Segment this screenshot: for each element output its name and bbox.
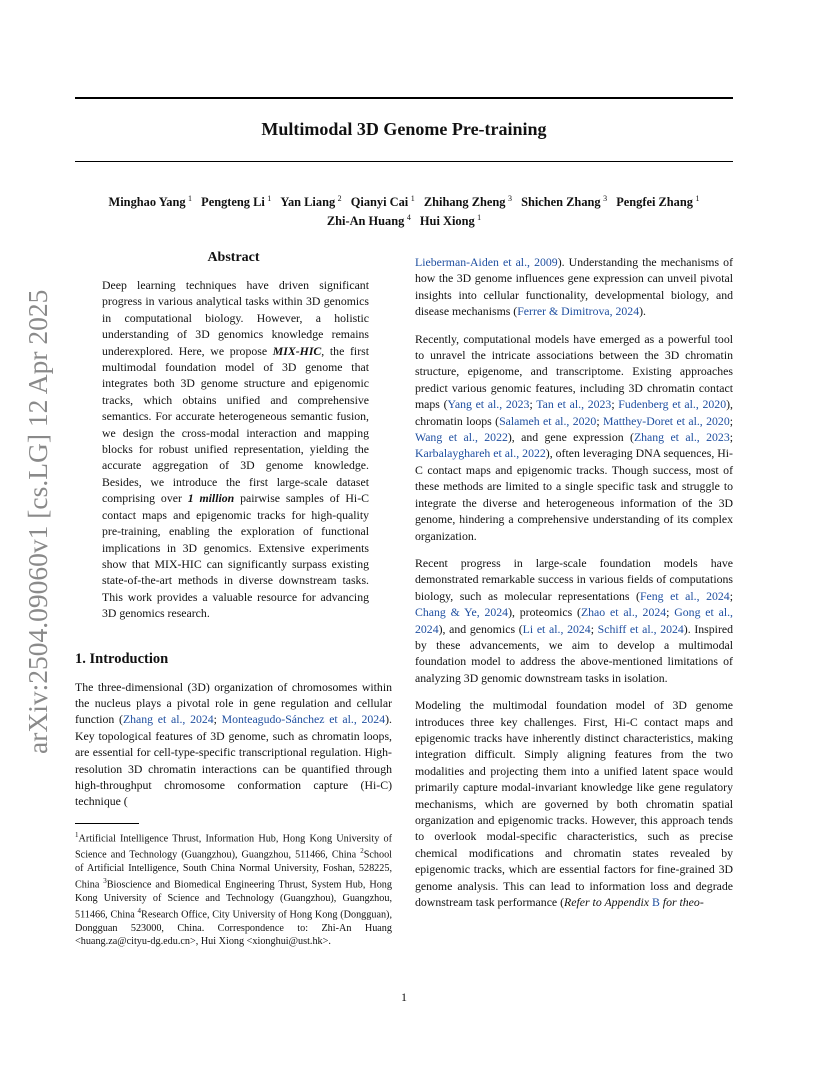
page-number: 1 <box>401 990 407 1004</box>
abstract-body: Deep learning techniques have driven significant progress in various analytical tasks within 3D genomics in computational biology. However, a holistic understanding of 3D genomics knowledge remains underexplored. Here, we propose MIX-HIC, the first multimodal foundation model of 3D genome that integrates both 3D genome structure and epigenomic tracks, which obtains unified and comprehensive semantics. For accurate heterogeneous semantic fusion, we design the cross-modal interaction and mapping blocks for robust unified representation, yielding the accurate aggregation of 3D genome knowledge. Besides, we introduce the first large-scale dataset comprising over 1 million pairwise samples of Hi-C contact maps and epigenomic tracks for high-quality pre-training, enabling the exploration of functional implications in 3D genomics. Extensive experiments show that MIX-HIC can significantly surpass existing state-of-the-art methods in diverse downstream tasks. This work provides a valuable resource for advancing 3D genomics research. <box>102 278 369 621</box>
author: Hui Xiong $^1$ <box>419 213 482 229</box>
intro-paragraph-1: The three-dimensional (3D) organization of chromosomes within the nucleus plays a pivotal role in gene regulation and cellular function (Zhang et al., 2024; Monteagudo-Sánchez et al., 2024). Key topological features of 3D genome, such as chromatin loops, are essential for cell-type-specific transcriptional regulation. High-resolution 3D chromatin interactions can be quantified through high-throughput chromosome conformation capture (Hi-C) technique ( <box>75 679 392 809</box>
author: Zhihang Zheng $^3$ <box>423 194 512 210</box>
citation-link[interactable]: Gong et al., 2024 <box>415 605 734 636</box>
citation-link[interactable]: Yang et al., 2023 <box>447 397 530 412</box>
citation-link[interactable]: Monteagudo-Sánchez et al., 2024 <box>221 712 386 727</box>
intro-paragraph-4: Modeling the multimodal foundation model of 3D genome introduces three key challenges. First, Hi-C contact maps and epigenomic tracks have inherently distinct characteristics, making integration difficult. Simply aligning features from the two modalities and projecting them into a unified latent space would primarily capture modal-invariant knowledge like gene regulatory mechanisms, which are governed by both chromatin spatial organization and epigenomic tracks. However, this approach tends to overlook modal-specific characteristics, such as precise chemical modifications and chromatin states revealed by epigenomic tracks, which are essential factors for fine-grained 3D genome analysis. This can lead to information loss and degrade downstream task performance (Refer to Appendix B for theo- <box>415 698 733 910</box>
author: Yan Liang $^2$ <box>280 194 342 210</box>
citation-link[interactable]: Ferrer & Dimitrova, 2024 <box>517 304 640 319</box>
author-list <box>75 191 733 229</box>
intro-paragraph-1-continued: Lieberman-Aiden et al., 2009). Understanding the mechanisms of how the 3D genome influences gene expression can unveil pivotal insights into cellular functionality, developmental biology, and disease mechanisms (Ferrer & Dimitrova, 2024). <box>415 255 733 319</box>
citation-link[interactable]: Schiff et al., 2024 <box>597 621 684 636</box>
citation-link[interactable]: Salameh et al., 2020 <box>499 413 597 428</box>
citation-link[interactable]: Zhang et al., 2023 <box>633 430 730 445</box>
dataset-size: 1 million <box>187 491 235 506</box>
citation-link[interactable]: Zhang et al., 2024 <box>122 712 214 727</box>
affiliations-footnote: $^1$Artificial Intelligence Thrust, Information Hub, Hong Kong University of Science and Technology (Guangzhou), Guangzhou, 511466, China $^2$School of Artificial Intelligence, South China Normal University, Foshan, 528225, China $^3$Bioscience and Biomedical Engineering Thrust, System Hub, Hong Kong University of Science and Technology (Guangzhou), Guangzhou, 511466, China $^4$Research Office, City University of Hong Kong (Dongguan), Dongguan 523000, China. Correspondence to: Zhi-An Huang <huang.za@cityu-dg.edu.cn>, Hui Xiong <xionghui@ust.hk>. <box>75 830 392 947</box>
citation-link[interactable]: Fudenberg et al., 2020 <box>618 397 727 412</box>
citation-link[interactable]: Matthey-Doret et al., 2020 <box>602 413 730 428</box>
citation-link[interactable]: Feng et al., 2024 <box>639 588 730 603</box>
paper-title: Multimodal 3D Genome Pre-training <box>261 119 547 139</box>
citation-link[interactable]: Tan et al., 2023 <box>536 397 612 412</box>
section-heading-introduction: 1. Introduction <box>75 650 169 667</box>
footnote-rule <box>75 823 139 824</box>
author: Pengfei Zhang $^1$ <box>616 194 700 210</box>
author: Zhi-An Huang $^4$ <box>326 213 411 229</box>
citation-link[interactable]: Karbalayghareh et al., 2022 <box>415 446 546 461</box>
citation-link[interactable]: Zhao et al., 2024 <box>580 605 667 620</box>
author: Minghao Yang $^1$ <box>108 194 193 210</box>
model-name: MIX-HIC <box>272 343 322 358</box>
author: Pengteng Li $^1$ <box>201 194 272 210</box>
author: Qianyi Cai $^1$ <box>350 194 415 210</box>
author: Shichen Zhang $^3$ <box>521 194 608 210</box>
citation-link[interactable]: Chang & Ye, 2024 <box>415 605 509 620</box>
title-rule-bottom <box>75 161 733 162</box>
intro-paragraph-2: Recently, computational models have emerged as a powerful tool to unravel the intricate associations between the 3D chromatin structure, epigenome, and transcriptome. Existing approaches predict various genomic features, including 3D chromatin contact maps (Yang et al., 2023; Tan et al., 2023; Fudenberg et al., 2020), chromatin loops (Salameh et al., 2020; Matthey-Doret et al., 2020; Wang et al., 2022), and gene expression (Zhang et al., 2023; Karbalayghareh et al., 2022), often leveraging DNA sequences, Hi-C contact maps and epigenomic tracks. Though success, most of these methods are limited to a single specific task and struggle to integrate the diverse and heterogeneous information of the 3D genome, hindering a comprehensive understanding of its complex organization. <box>415 331 733 543</box>
citation-link[interactable]: Lieberman-Aiden et al., 2009 <box>415 255 558 269</box>
intro-paragraph-3: Recent progress in large-scale foundation models have demonstrated remarkable success in various fields of computations biology, such as molecular representations (Feng et al., 2024; Chang & Ye, 2024), proteomics (Zhao et al., 2024; Gong et al., 2024), and genomics (Li et al., 2024; Schiff et al., 2024). Inspired by these advancements, we aim to develop a multimodal foundation model to address the above-mentioned limitations of analyzing 3D genomic downstream tasks in isolation. <box>415 555 734 685</box>
citation-link[interactable]: Wang et al., 2022 <box>415 430 508 445</box>
right-column <box>415 254 733 921</box>
left-column <box>75 250 392 948</box>
title-rule-top <box>75 97 733 99</box>
arxiv-identifier: arXiv:2504.09060v1 [cs.LG] 12 Apr 2025 <box>22 289 53 754</box>
abstract-heading: Abstract <box>207 250 260 265</box>
appendix-link[interactable]: B <box>651 895 660 910</box>
citation-link[interactable]: Li et al., 2024 <box>522 621 591 636</box>
